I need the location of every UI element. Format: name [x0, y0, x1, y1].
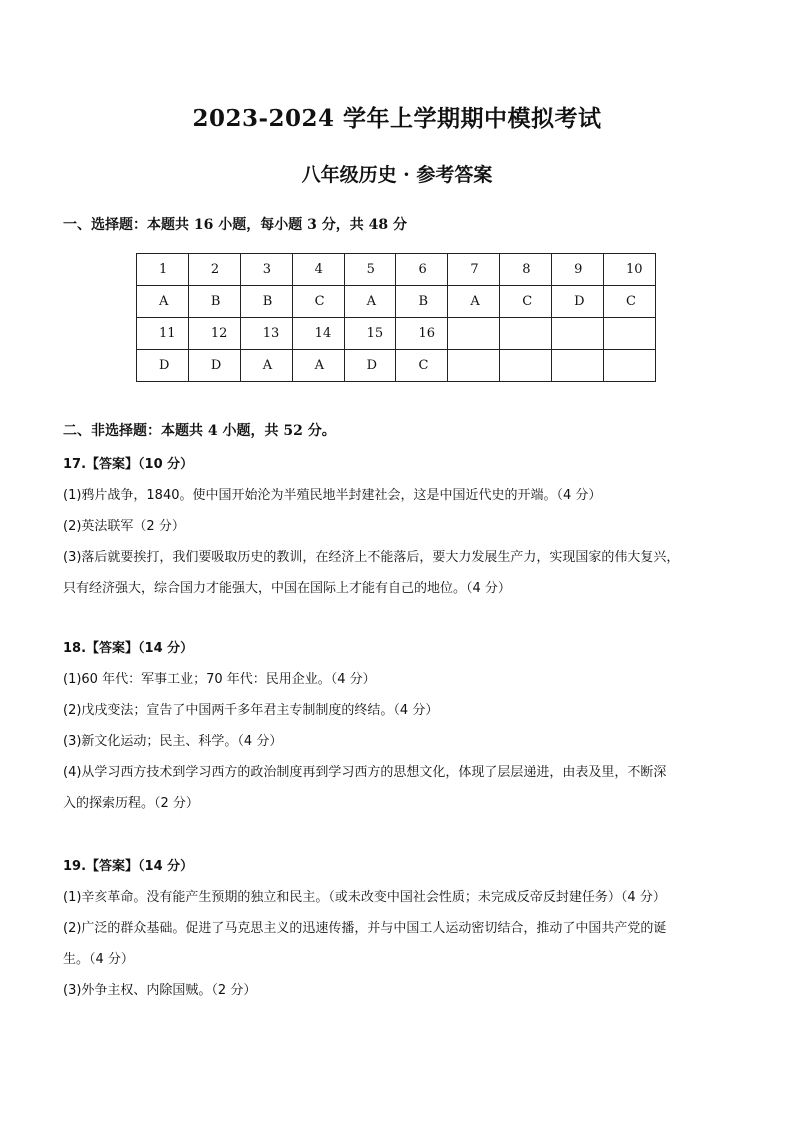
- answer-line: (3)新文化运动；民主、科学。（4 分）: [63, 734, 283, 749]
- table-cell: 1: [137, 254, 189, 286]
- question-heading: 19.【答案】（14 分）: [63, 859, 194, 874]
- answer-line: (1)辛亥革命。没有能产生预期的独立和民主。（或未改变中国社会性质；未完成反帝反封建任务）（4 分）: [63, 890, 666, 905]
- answer-table: [136, 253, 656, 382]
- table-cell: D: [137, 350, 189, 382]
- table-cell: C: [396, 350, 448, 382]
- table-cell: 4: [292, 254, 344, 286]
- table-cell: 5: [344, 254, 396, 286]
- table-cell: [500, 318, 552, 350]
- question-heading: 18.【答案】（14 分）: [63, 641, 194, 656]
- table-row: [137, 318, 656, 350]
- table-cell: [448, 318, 500, 350]
- table-cell: 11: [137, 318, 189, 350]
- table-cell: [500, 350, 552, 382]
- table-cell: D: [552, 286, 604, 318]
- answer-line: 生。（4 分）: [63, 952, 134, 967]
- table-cell: [448, 350, 500, 382]
- table-row: [137, 254, 656, 286]
- table-row: [137, 286, 656, 318]
- table-cell: 15: [344, 318, 396, 350]
- table-cell: 12: [188, 318, 240, 350]
- table-cell: 3: [240, 254, 292, 286]
- answer-line: (2)英法联军（2 分）: [63, 519, 185, 534]
- answer-line: (1)鸦片战争，1840。使中国开始沦为半殖民地半封建社会，这是中国近代史的开端。（4 分）: [63, 488, 602, 503]
- page-subtitle: 八年级历史 · 参考答案: [301, 164, 493, 186]
- table-row: [137, 350, 656, 382]
- answer-line: (1)60 年代：军事工业；70 年代：民用企业。（4 分）: [63, 672, 376, 687]
- table-cell: C: [500, 286, 552, 318]
- table-cell: 14: [292, 318, 344, 350]
- table-cell: B: [188, 286, 240, 318]
- table-cell: 9: [552, 254, 604, 286]
- table-cell: C: [604, 286, 656, 318]
- table-cell: D: [344, 350, 396, 382]
- answer-line: (4)从学习西方技术到学习西方的政治制度再到学习西方的思想文化，体现了层层递进，由表及里，不断深: [63, 765, 667, 780]
- table-cell: A: [137, 286, 189, 318]
- table-cell: A: [344, 286, 396, 318]
- answer-block-17: [63, 449, 731, 604]
- answer-line: (3)外争主权、内除国贼。（2 分）: [63, 983, 257, 998]
- answer-block-19: [63, 851, 731, 1006]
- table-cell: [604, 350, 656, 382]
- table-cell: 2: [188, 254, 240, 286]
- table-cell: 13: [240, 318, 292, 350]
- table-cell: [604, 318, 656, 350]
- table-cell: A: [448, 286, 500, 318]
- table-cell: 6: [396, 254, 448, 286]
- table-cell: B: [396, 286, 448, 318]
- answer-block-18: [63, 633, 731, 819]
- section-heading-choice: 一、选择题：本题共 16 小题，每小题 3 分，共 48 分: [63, 217, 407, 233]
- answer-line: 只有经济强大，综合国力才能强大，中国在国际上才能有自己的地位。（4 分）: [63, 581, 511, 596]
- table-cell: [552, 318, 604, 350]
- table-cell: 16: [396, 318, 448, 350]
- table-cell: A: [292, 350, 344, 382]
- table-cell: 8: [500, 254, 552, 286]
- table-cell: 10: [604, 254, 656, 286]
- table-cell: D: [188, 350, 240, 382]
- table-cell: B: [240, 286, 292, 318]
- table-cell: [552, 350, 604, 382]
- answer-line: (3)落后就要挨打，我们要吸取历史的教训，在经济上不能落后，要大力发展生产力，实现国家的伟大复兴，: [63, 550, 680, 565]
- section-heading-nonchoice: 二、非选择题：本题共 4 小题，共 52 分。: [63, 423, 336, 439]
- answer-line: (2)广泛的群众基础。促进了马克思主义的迅速传播，并与中国工人运动密切结合，推动了中国共产党的诞: [63, 921, 667, 936]
- question-heading: 17.【答案】（10 分）: [63, 457, 194, 472]
- table-cell: C: [292, 286, 344, 318]
- answer-line: (2)戊戌变法；宣告了中国两千多年君主专制制度的终结。（4 分）: [63, 703, 439, 718]
- answer-line: 入的探索历程。（2 分）: [63, 796, 199, 811]
- table-cell: A: [240, 350, 292, 382]
- table-cell: 7: [448, 254, 500, 286]
- page-title: 2023-2024 学年上学期期中模拟考试: [192, 105, 602, 132]
